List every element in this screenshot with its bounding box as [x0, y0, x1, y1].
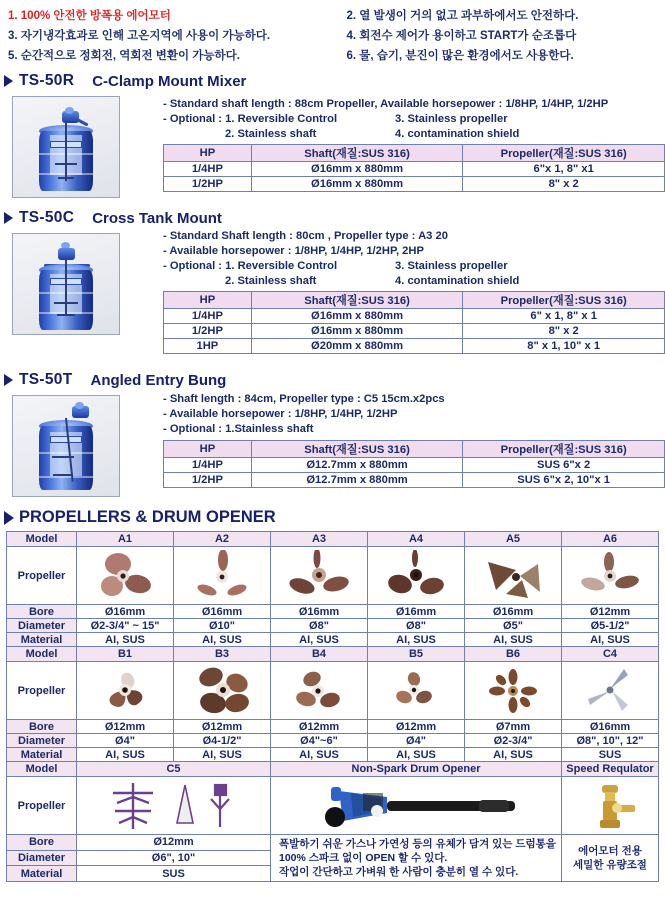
section-heading-ts50c: [4, 209, 222, 227]
table-row: [164, 473, 665, 488]
specs-ts50c: [163, 229, 519, 289]
row-label-diameter: Diameter: [7, 734, 77, 748]
propeller-image-b6: [465, 662, 562, 720]
model-a3: A3: [271, 532, 368, 547]
cell-hp: 1/2HP: [164, 473, 252, 488]
feature-list: [0, 6, 665, 68]
spec-line: [163, 112, 608, 127]
matrix-bore-row-a: [7, 605, 659, 619]
product-photo-ts50t: [12, 395, 120, 497]
material-b1: AI, SUS: [77, 748, 174, 762]
bore-c5: Ø12mm: [77, 835, 271, 851]
row-label-material: Material: [7, 748, 77, 762]
drum-opener-image: [271, 777, 562, 835]
propeller-image-c5: [77, 777, 271, 835]
cell-hp: 1/2HP: [164, 177, 252, 192]
material-a4: AI, SUS: [368, 633, 465, 647]
specs-ts50r: [163, 97, 608, 142]
propeller-icon: [575, 550, 645, 602]
row-label-model: Model: [7, 647, 77, 662]
spec-line: - Available horsepower : 1/8HP, 1/4HP, 1/2HP: [163, 408, 398, 420]
diameter-a2: Ø10": [174, 619, 271, 633]
cell-propeller: 8" x 2: [463, 324, 665, 339]
bore-a4: Ø16mm: [368, 605, 465, 619]
model-a6: A6: [562, 532, 659, 547]
propeller-icon: [476, 550, 550, 602]
material-c5: SUS: [77, 866, 271, 882]
bore-c4: Ø16mm: [562, 720, 659, 734]
matrix-model-row-b: [7, 647, 659, 662]
diameter-b4: Ø4"~6": [271, 734, 368, 748]
feature-1-text: 1. 100% 안전한 방폭용 에어모터: [8, 10, 171, 22]
cell-shaft: Ø16mm x 880mm: [251, 324, 463, 339]
diameter-b6: Ø2-3/4": [465, 734, 562, 748]
bore-b3: Ø12mm: [174, 720, 271, 734]
matrix-bore-row-b: [7, 720, 659, 734]
model-c4: C4: [562, 647, 659, 662]
propeller-icon: [288, 667, 350, 715]
product-code-ts50r: TS-50R: [19, 72, 75, 89]
row-label-propeller: Propeller: [7, 547, 77, 605]
model-a1: A1: [77, 532, 174, 547]
product-code-ts50c: TS-50C: [19, 209, 75, 226]
row-label-bore: Bore: [7, 720, 77, 734]
feature-item-4: [333, 26, 665, 46]
propeller-image-a2: [174, 547, 271, 605]
col-header-shaft: Shaft(재질:SUS 316): [251, 441, 463, 458]
table-row: [164, 177, 665, 192]
note-line: 에어모터 전용: [578, 845, 642, 857]
bore-a1: Ø16mm: [77, 605, 174, 619]
speed-regulator-note: [562, 835, 659, 882]
model-b1: B1: [77, 647, 174, 662]
model-b3: B3: [174, 647, 271, 662]
propeller-icon: [284, 550, 354, 602]
diameter-a3: Ø8": [271, 619, 368, 633]
diameter-c5: Ø6", 10": [77, 850, 271, 866]
row-label-diameter: Diameter: [7, 619, 77, 633]
col-header-shaft: Shaft(재질:SUS 316): [251, 292, 463, 309]
propeller-image-a3: [271, 547, 368, 605]
air-motor: [58, 248, 75, 260]
feature-item-5: [0, 46, 333, 66]
cell-propeller: 6"x 1, 8" x1: [463, 162, 665, 177]
drum-illustration: [13, 97, 119, 197]
feature-5-text: 5. 순간적으로 정회전, 역회전 변환이 가능하다.: [8, 50, 240, 62]
col-header-shaft: Shaft(재질:SUS 316): [251, 145, 463, 162]
matrix-material-row-a: [7, 633, 659, 647]
propeller-matrix-table: [6, 531, 659, 882]
row-label-diameter: Diameter: [7, 850, 77, 866]
material-b3: AI, SUS: [174, 748, 271, 762]
propeller-icon: [92, 665, 158, 717]
bore-a6: Ø12mm: [562, 605, 659, 619]
bore-a3: Ø16mm: [271, 605, 368, 619]
row-label-material: Material: [7, 866, 77, 882]
note-line: 100% 스파크 없이 OPEN 할 수 있다.: [279, 852, 448, 864]
propeller-image-a4: [368, 547, 465, 605]
model-a2: A2: [174, 532, 271, 547]
material-c4: SUS: [562, 748, 659, 762]
note-line: 작업이 간단하고 가벼워 한 사람이 충분히 열 수 있다.: [279, 866, 519, 878]
spec-left: - Optional : 1. Reversible Control: [163, 113, 338, 125]
material-a5: AI, SUS: [465, 633, 562, 647]
propeller-image-b1: [77, 662, 174, 720]
col-header-hp: HP: [164, 145, 252, 162]
spec-right: 4. contamination shield: [395, 275, 520, 287]
propeller-image-b5: [368, 662, 465, 720]
cell-propeller: 8" x 2: [463, 177, 665, 192]
feature-6-text: 6. 물, 습기, 분진이 많은 환경에서도 사용한다.: [346, 50, 574, 62]
model-a5: A5: [465, 532, 562, 547]
spec-line: [163, 274, 519, 289]
bore-b4: Ø12mm: [271, 720, 368, 734]
mixer-blade: [53, 474, 73, 476]
propeller-icon: [486, 668, 540, 714]
cell-hp: 1/4HP: [164, 309, 252, 324]
row-label-bore: Bore: [7, 605, 77, 619]
diameter-b1: Ø4": [77, 734, 174, 748]
cell-shaft: Ø16mm x 880mm: [251, 309, 463, 324]
matrix-diameter-row-a: [7, 619, 659, 633]
propeller-icon: [187, 550, 257, 602]
propeller-image-a6: [562, 547, 659, 605]
model-b5: B5: [368, 647, 465, 662]
col-header-propeller: Propeller(재질:SUS 316): [463, 441, 665, 458]
spec-left: 2. Stainless shaft: [225, 128, 317, 140]
triangle-bullet-icon: [4, 511, 14, 525]
section-heading-ts50t: [4, 371, 226, 389]
spec-left: - Optional : 1. Reversible Control: [163, 260, 338, 272]
bore-a2: Ø16mm: [174, 605, 271, 619]
row-label-material: Material: [7, 633, 77, 647]
propeller-icon: [99, 779, 249, 833]
feature-item-3: [0, 26, 333, 46]
mixer-blade: [55, 163, 77, 165]
note-line: 폭발하기 쉬운 가스나 가연성 등의 유체가 담겨 있는 드럼통을: [279, 838, 556, 850]
mixer-shaft: [65, 260, 67, 316]
row-label-bore: Bore: [7, 835, 77, 851]
product-title-ts50t: Angled Entry Bung: [90, 371, 227, 389]
table-row: [164, 324, 665, 339]
product-photo-ts50c: [12, 233, 120, 335]
cell-shaft: Ø20mm x 880mm: [251, 339, 463, 354]
feature-item-2: [333, 6, 665, 26]
spec-line: [163, 127, 608, 142]
mixer-blade: [54, 302, 78, 304]
model-b6: B6: [465, 647, 562, 662]
material-b6: AI, SUS: [465, 748, 562, 762]
spec-table-ts50r: [163, 144, 665, 192]
section-heading-ts50r: [4, 72, 246, 90]
bore-b6: Ø7mm: [465, 720, 562, 734]
cell-shaft: Ø16mm x 880mm: [251, 177, 463, 192]
material-a6: AI, SUS: [562, 633, 659, 647]
diameter-a6: Ø5-1/2": [562, 619, 659, 633]
feature-item-1: [0, 6, 333, 26]
cell-hp: 1/4HP: [164, 162, 252, 177]
section-heading-propellers: [4, 508, 276, 527]
motor-cap: [75, 402, 84, 409]
diameter-a4: Ø8": [368, 619, 465, 633]
row-label-propeller: Propeller: [7, 662, 77, 720]
cell-propeller: 8" x 1, 10" x 1: [463, 339, 665, 354]
drum-rib: [39, 476, 93, 478]
matrix-model-row-a: [7, 532, 659, 547]
matrix-material-row-b: [7, 748, 659, 762]
product-code-ts50t: TS-50T: [19, 371, 73, 388]
table-row: [164, 162, 665, 177]
spec-table-ts50t: [163, 440, 665, 488]
cell-shaft: Ø16mm x 880mm: [251, 162, 463, 177]
mixer-blade: [57, 314, 75, 316]
propeller-image-a1: [77, 547, 174, 605]
propeller-icon: [90, 550, 160, 602]
spec-left: 2. Stainless shaft: [225, 275, 317, 287]
cell-propeller: SUS 6"x 2: [463, 458, 665, 473]
triangle-bullet-icon: [4, 212, 13, 224]
model-c5: C5: [77, 762, 271, 777]
matrix-image-row-a: [7, 547, 659, 605]
spec-line: - Available horsepower : 1/8HP, 1/4HP, 1/2HP, 2HP: [163, 245, 424, 257]
cell-shaft: Ø12.7mm x 880mm: [251, 473, 463, 488]
diameter-b3: Ø4-1/2": [174, 734, 271, 748]
material-a1: AI, SUS: [77, 633, 174, 647]
cell-shaft: Ø12.7mm x 880mm: [251, 458, 463, 473]
cell-hp: 1HP: [164, 339, 252, 354]
matrix-image-row-b: [7, 662, 659, 720]
drum-illustration: [13, 396, 119, 496]
table-header-row: [164, 441, 665, 458]
triangle-bullet-icon: [4, 75, 13, 87]
material-b4: AI, SUS: [271, 748, 368, 762]
matrix-diameter-row-b: [7, 734, 659, 748]
propeller-image-b4: [271, 662, 368, 720]
mixer-shaft: [65, 123, 67, 181]
propeller-icon: [390, 669, 442, 713]
spec-line: - Standard Shaft length : 80cm , Propeller type : A3 20: [163, 230, 448, 242]
spec-right: 3. Stainless propeller: [395, 113, 508, 125]
bore-a5: Ø16mm: [465, 605, 562, 619]
col-header-hp: HP: [164, 292, 252, 309]
table-header-row: [164, 145, 665, 162]
drum-rib: [39, 452, 93, 454]
row-label-model: Model: [7, 762, 77, 777]
spec-line: - Optional : 1.Stainless shaft: [163, 423, 314, 435]
spec-table-ts50c: [163, 291, 665, 354]
note-line: 세밀한 유량조절: [573, 859, 647, 871]
diameter-a1: Ø2-3/4" ~ 15": [77, 619, 174, 633]
matrix-bore-row-c: [7, 835, 659, 851]
spec-right: 4. contamination shield: [395, 128, 520, 140]
propeller-icon: [578, 665, 642, 717]
model-drum-opener: Non-Spark Drum Opener: [271, 762, 562, 777]
motor-cap: [65, 107, 74, 114]
product-title-ts50r: C-Clamp Mount Mixer: [92, 72, 247, 90]
table-row: [164, 458, 665, 473]
matrix-image-row-c: [7, 777, 659, 835]
model-b4: B4: [271, 647, 368, 662]
row-label-model: Model: [7, 532, 77, 547]
drum-illustration: [13, 234, 119, 334]
propeller-icon: [187, 665, 257, 717]
bore-b1: Ø12mm: [77, 720, 174, 734]
product-photo-ts50r: [12, 96, 120, 198]
spec-line: - Shaft length : 84cm, Propeller type : C5 15cm.x2pcs: [163, 393, 445, 405]
col-header-hp: HP: [164, 441, 252, 458]
feature-2-text: 2. 열 발생이 거의 없고 과부하에서도 안전하다.: [346, 10, 579, 22]
triangle-bullet-icon: [4, 374, 13, 386]
feature-item-6: [333, 46, 665, 66]
spec-line: - Standard shaft length : 88cm Propeller, Available horsepower : 1/8HP, 1/4HP, 1/2HP: [163, 98, 609, 110]
feature-3-text: 3. 자기냉각효과로 인해 고온지역에 사용이 가능하다.: [8, 30, 271, 42]
cell-hp: 1/2HP: [164, 324, 252, 339]
product-title-ts50c: Cross Tank Mount: [92, 209, 222, 227]
propeller-image-b3: [174, 662, 271, 720]
cell-propeller: 6" x 1, 8" x 1: [463, 309, 665, 324]
matrix-model-row-c: [7, 762, 659, 777]
diameter-b5: Ø4": [368, 734, 465, 748]
col-header-propeller: Propeller(재질:SUS 316): [463, 145, 665, 162]
spec-right: 3. Stainless propeller: [395, 260, 508, 272]
material-b5: AI, SUS: [368, 748, 465, 762]
speed-regulator-icon: [580, 779, 640, 833]
cell-hp: 1/4HP: [164, 458, 252, 473]
row-label-propeller: Propeller: [7, 777, 77, 835]
mixer-blade: [58, 177, 74, 179]
col-header-propeller: Propeller(재질:SUS 316): [463, 292, 665, 309]
feature-4-text: 4. 회전수 제어가 용이하고 START가 순조롭다: [346, 30, 577, 42]
material-a3: AI, SUS: [271, 633, 368, 647]
table-row: [164, 339, 665, 354]
bore-b5: Ø12mm: [368, 720, 465, 734]
cell-propeller: SUS 6"x 2, 10"x 1: [463, 473, 665, 488]
drum-opener-icon: [291, 779, 541, 833]
table-header-row: [164, 292, 665, 309]
table-row: [164, 309, 665, 324]
diameter-c4: Ø8", 10", 12": [562, 734, 659, 748]
propeller-image-a5: [465, 547, 562, 605]
propeller-image-c4: [562, 662, 659, 720]
spec-line: [163, 259, 519, 274]
mixer-blade: [52, 456, 74, 458]
diameter-a5: Ø5": [465, 619, 562, 633]
drum-opener-note: [271, 835, 562, 882]
material-a2: AI, SUS: [174, 633, 271, 647]
propellers-heading-text: PROPELLERS & DRUM OPENER: [19, 508, 276, 526]
model-a4: A4: [368, 532, 465, 547]
speed-regulator-image: [562, 777, 659, 835]
specs-ts50t: [163, 392, 445, 437]
propeller-icon: [381, 550, 451, 602]
model-speed-regulator: Speed Requlator: [562, 762, 659, 777]
